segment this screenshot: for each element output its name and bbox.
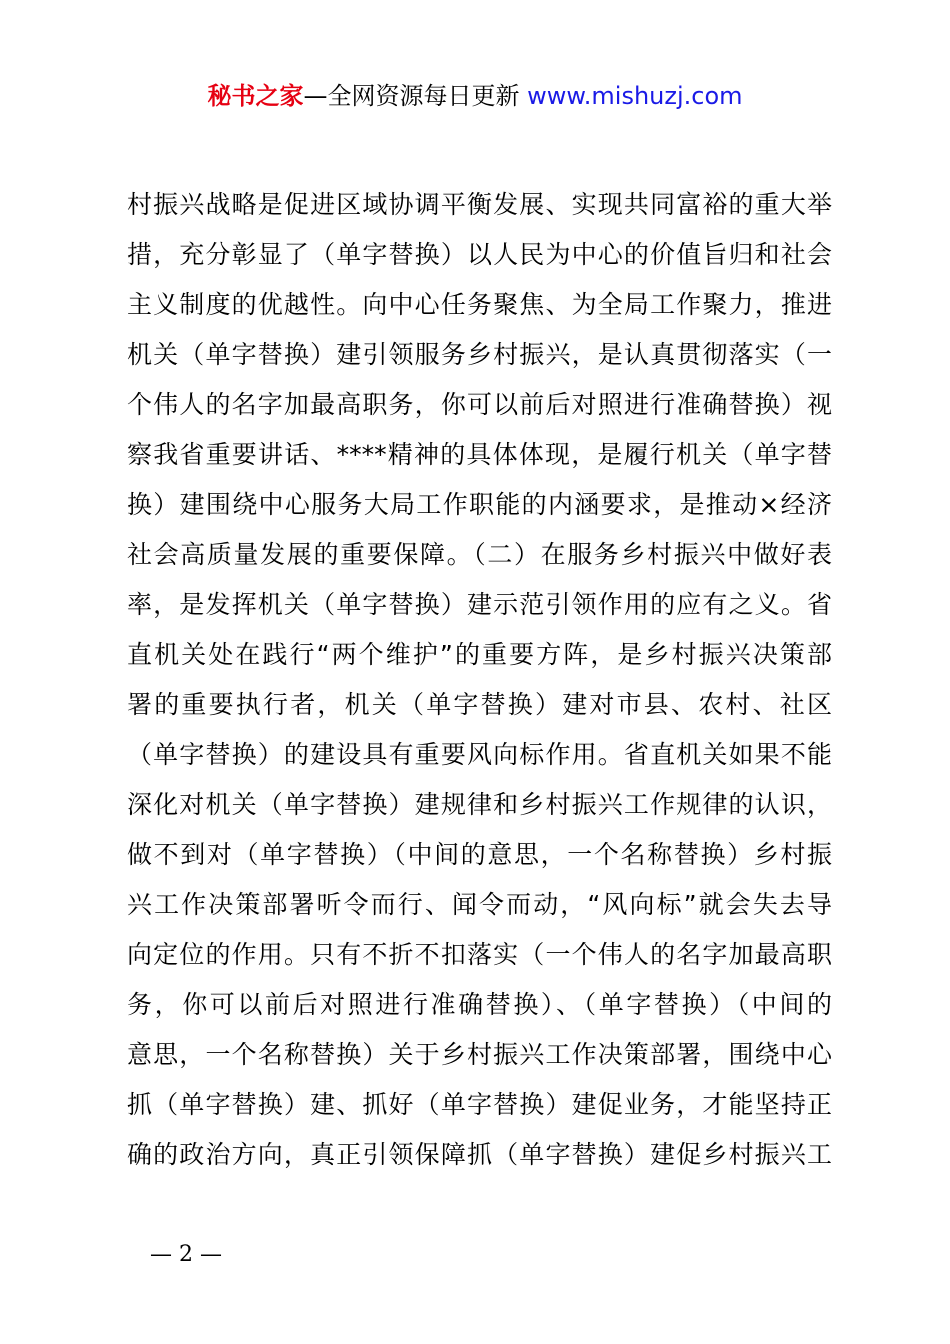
text-line-14: 做不到对（单字替换）（中间的意思，一个名称替换）乡村振 xyxy=(127,840,832,869)
text-line-7: 换）建围绕中心服务大局工作职能的内涵要求，是推动×经济 xyxy=(127,490,832,519)
text-line-9: 率，是发挥机关（单字替换）建示范引领作用的应有之义。省 xyxy=(127,590,832,619)
header-tagline: —全网资源每日更新 xyxy=(303,82,528,110)
page-header xyxy=(0,80,950,112)
text-line-4: 机关（单字替换）建引领服务乡村振兴，是认真贯彻落实（一 xyxy=(127,340,832,369)
text-line-10: 直机关处在践行“两个维护”的重要方阵，是乡村振兴决策部 xyxy=(127,640,832,669)
text-line-18: 意思，一个名称替换）关于乡村振兴工作决策部署，围绕中心 xyxy=(127,1040,832,1069)
text-line-11: 署的重要执行者，机关（单字替换）建对市县、农村、社区 xyxy=(127,690,832,719)
text-line-19: 抓（单字替换）建、抓好（单字替换）建促业务，才能坚持正 xyxy=(127,1090,832,1119)
header-brand: 秘书之家 xyxy=(207,82,304,110)
text-line-2: 措，充分彰显了（单字替换）以人民为中心的价值旨归和社会 xyxy=(127,240,832,269)
text-line-13: 深化对机关（单字替换）建规律和乡村振兴工作规律的认识， xyxy=(127,790,832,819)
page-number: — 2 — xyxy=(150,1242,222,1267)
text-line-8: 社会高质量发展的重要保障。（二）在服务乡村振兴中做好表 xyxy=(127,540,832,569)
text-line-1: 村振兴战略是促进区域协调平衡发展、实现共同富裕的重大举 xyxy=(127,190,832,219)
text-line-5: 个伟人的名字加最高职务，你可以前后对照进行准确替换）视 xyxy=(127,390,832,419)
text-line-16: 向定位的作用。只有不折不扣落实（一个伟人的名字加最高职 xyxy=(127,940,832,969)
header-url-link[interactable]: www.mishuzj.com xyxy=(527,82,743,110)
text-line-15: 兴工作决策部署听令而行、闻令而动，“风向标”就会失去导 xyxy=(127,890,832,919)
text-line-12: （单字替换）的建设具有重要风向标作用。省直机关如果不能 xyxy=(127,740,832,769)
text-line-20: 确的政治方向，真正引领保障抓（单字替换）建促乡村振兴工 xyxy=(127,1140,832,1169)
text-line-3: 主义制度的优越性。向中心任务聚焦、为全局工作聚力，推进 xyxy=(127,290,832,319)
text-line-6: 察我省重要讲话、****精神的具体体现，是履行机关（单字替 xyxy=(127,440,832,469)
text-line-17: 务，你可以前后对照进行准确替换）、（单字替换）（中间的 xyxy=(127,990,832,1019)
